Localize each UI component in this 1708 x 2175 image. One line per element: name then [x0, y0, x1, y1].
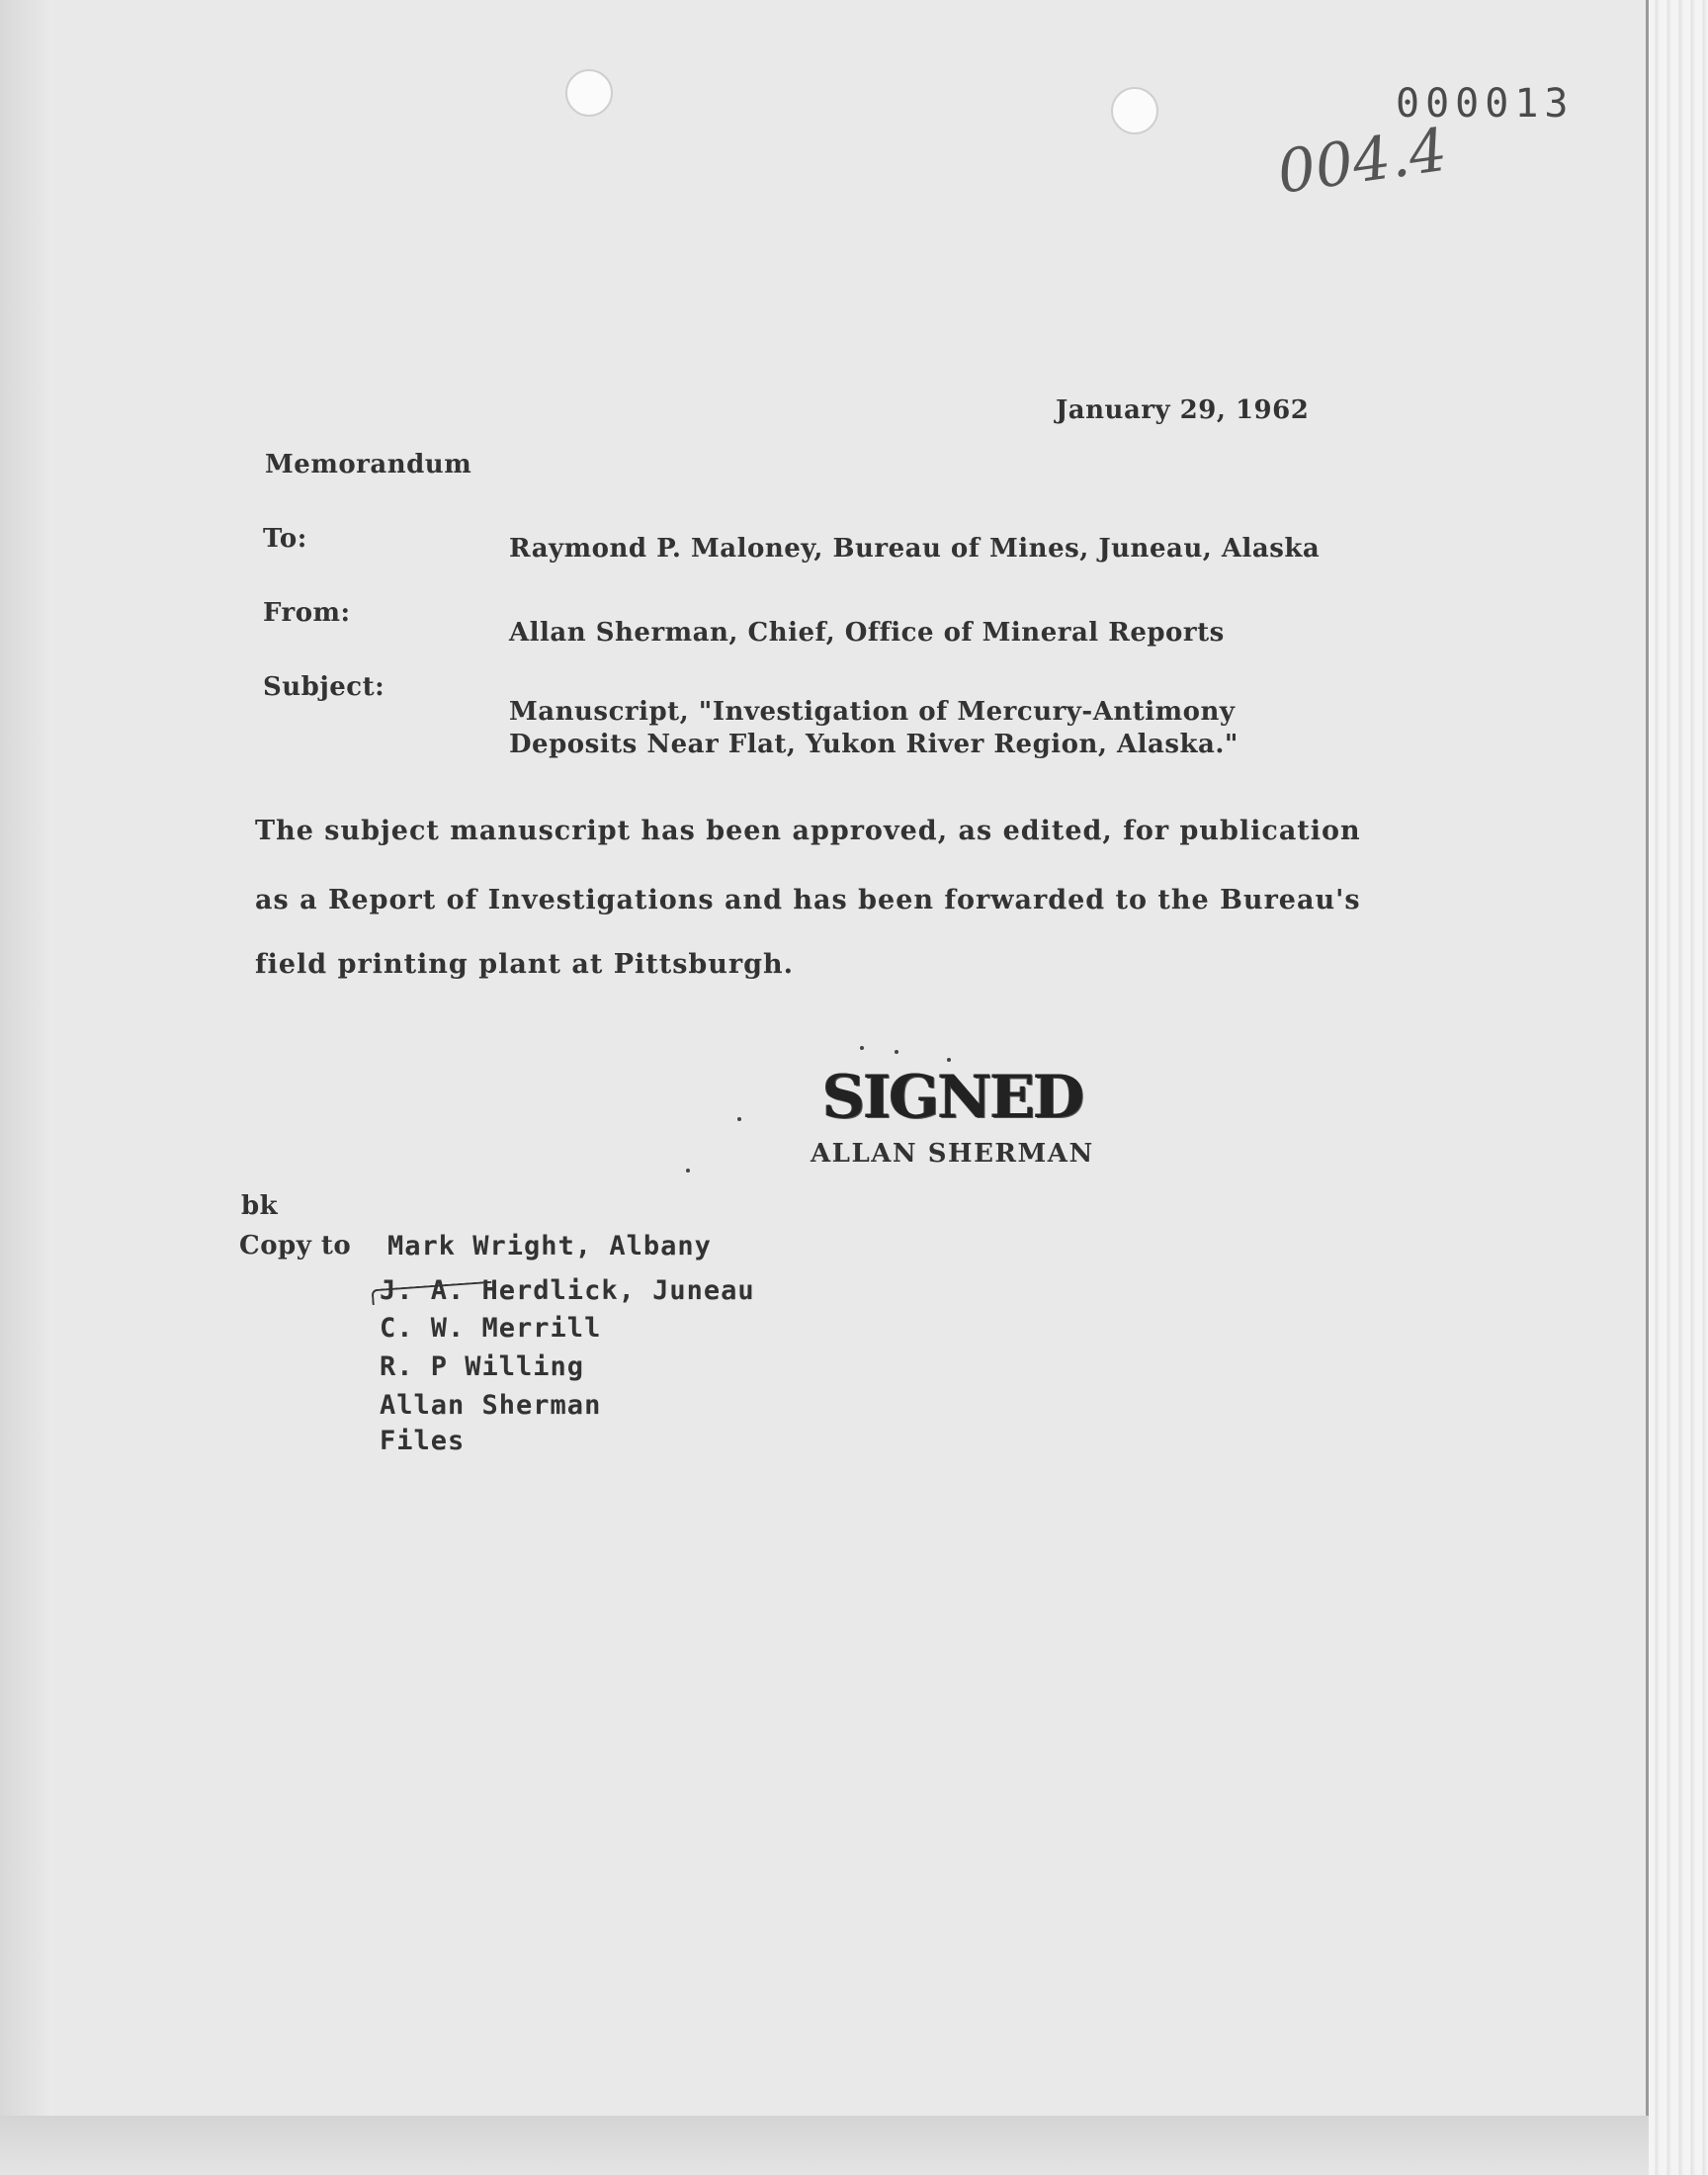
ink-speck [895, 1050, 898, 1054]
ink-speck [737, 1117, 741, 1121]
to-label: To: [263, 524, 307, 554]
scan-right-strip [1649, 0, 1708, 2175]
signed-stamp: SIGNED [822, 1063, 1083, 1132]
punch-hole-right [1111, 87, 1158, 134]
punch-hole-left [565, 69, 613, 117]
subject-value-line-1: Manuscript, "Investigation of Mercury-Antimony [509, 697, 1236, 727]
from-value: Allan Sherman, Chief, Office of Mineral Reports [509, 618, 1225, 648]
copy-recipient: Mark Wright, Albany [387, 1231, 712, 1262]
copy-recipient: R. P Willing [380, 1351, 585, 1382]
scan-bottom-edge [0, 2116, 1649, 2175]
subject-value-line-2: Deposits Near Flat, Yukon River Region, Alaska." [509, 730, 1238, 759]
body-text-line-3: field printing plant at Pittsburgh. [255, 949, 795, 980]
copy-recipient: Files [380, 1426, 466, 1456]
memo-date: January 29, 1962 [1056, 395, 1310, 425]
copy-to-label: Copy to [239, 1231, 352, 1261]
ink-speck [860, 1046, 864, 1050]
body-text-line-2: as a Report of Investigations and has been forwarded to the Bureau's [255, 885, 1361, 915]
copy-recipient: C. W. Merrill [380, 1313, 602, 1344]
signer-name: ALLAN SHERMAN [811, 1139, 1094, 1169]
memo-heading: Memorandum [265, 450, 472, 479]
copy-recipient: J. A. Herdlick, Juneau [380, 1275, 755, 1306]
document-number: 000013 [1396, 81, 1575, 127]
ink-speck [947, 1058, 951, 1062]
handwritten-file-code: 004.4 [1273, 115, 1452, 208]
from-label: From: [263, 598, 351, 628]
scan-left-shadow [0, 0, 59, 2175]
subject-label: Subject: [263, 672, 385, 702]
to-value: Raymond P. Maloney, Bureau of Mines, Juneau, Alaska [509, 534, 1321, 564]
body-text-line-1: The subject manuscript has been approved, as edited, for publication [255, 816, 1361, 846]
ink-speck [686, 1169, 690, 1173]
paper-sheet [54, 0, 1649, 2116]
typist-initials: bk [241, 1191, 279, 1221]
copy-recipient: Allan Sherman [380, 1390, 602, 1421]
